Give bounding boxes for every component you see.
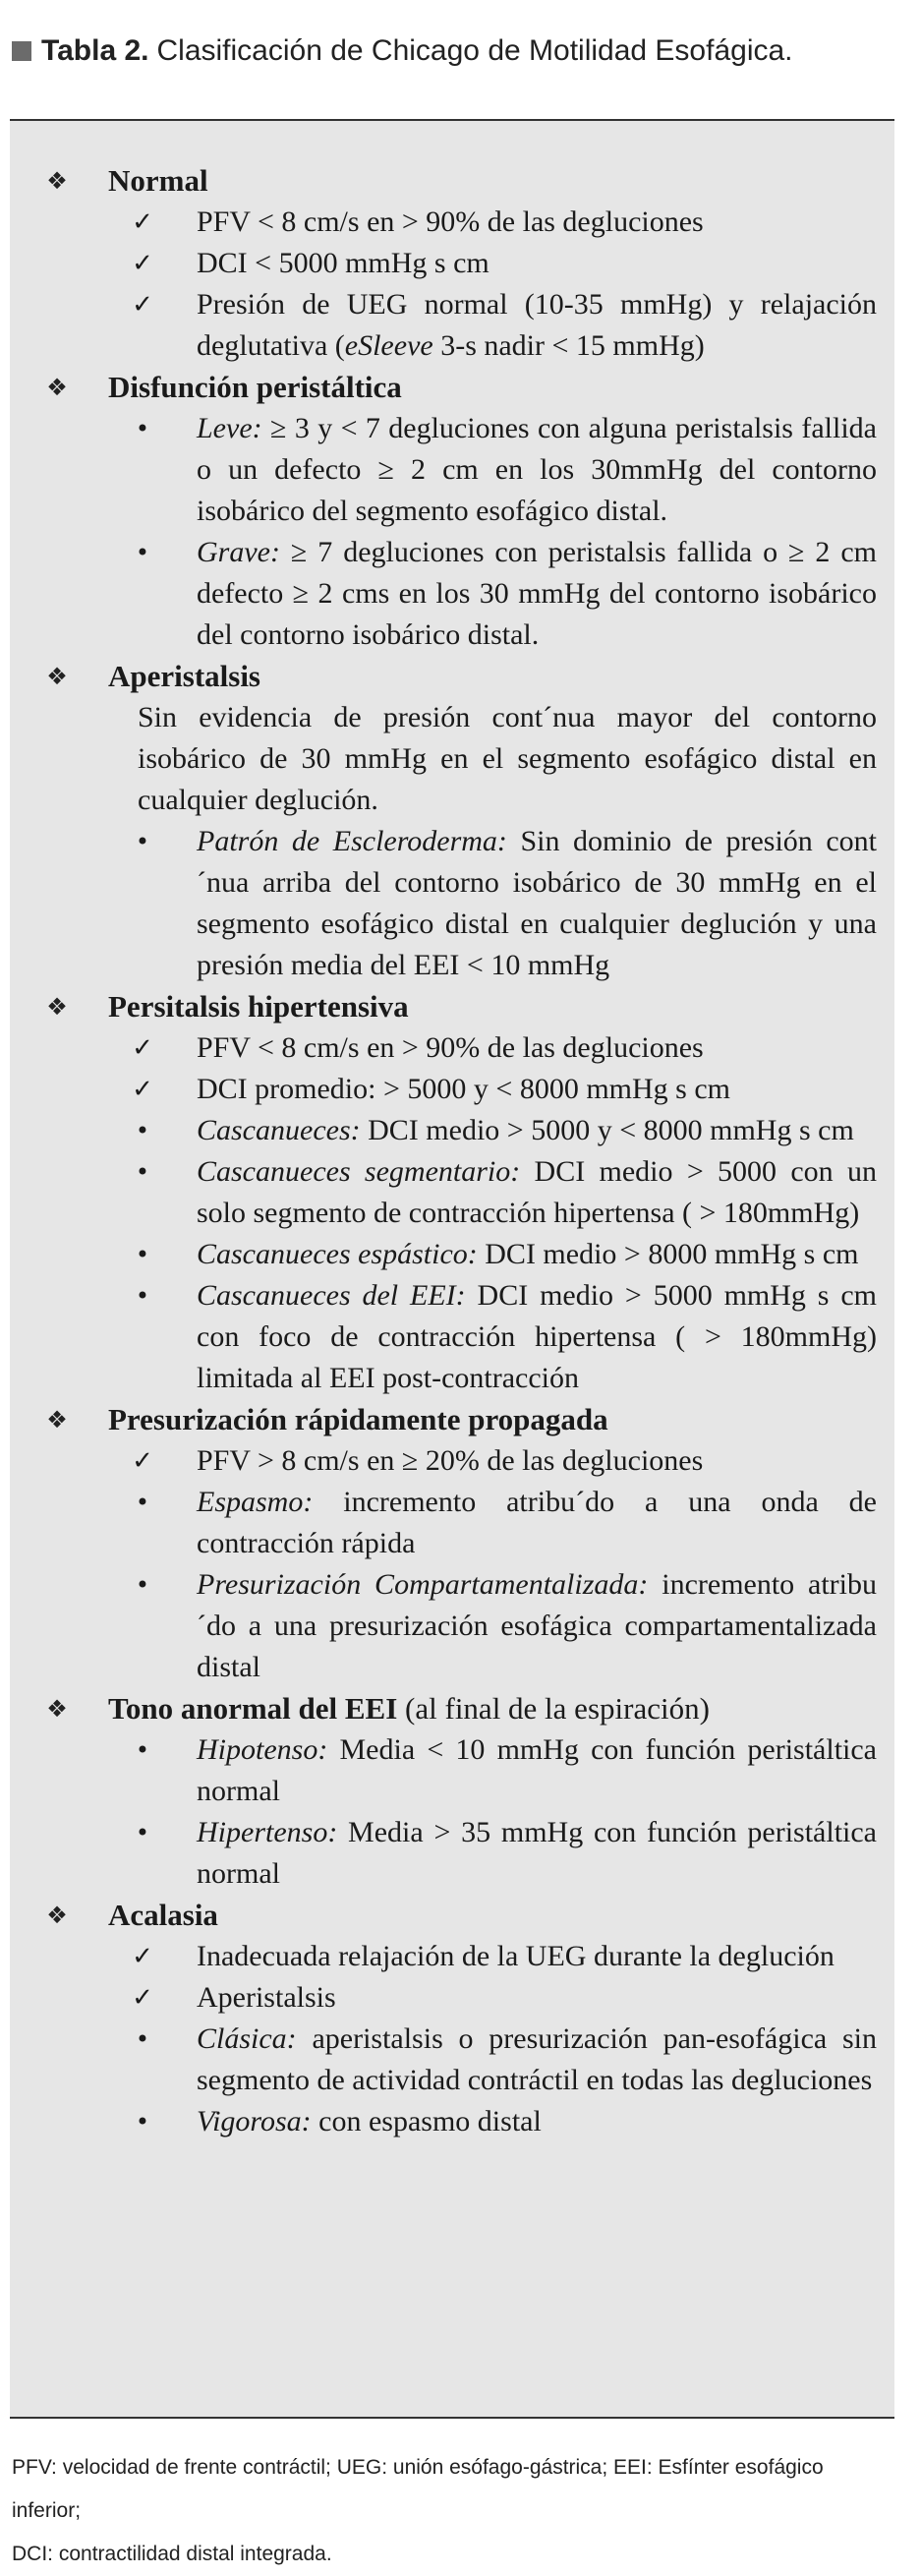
item-text-part: incremento atribu´do a una onda de contracción rápida [197,1486,877,1559]
bullet-icon: • [135,1117,150,1144]
item-text [197,532,877,656]
diamond-bullet-icon: ❖ [46,1695,68,1723]
list-item [10,1564,894,1688]
item-italic-term: Cascanueces del EEI: [197,1279,466,1312]
item-text [197,2101,877,2142]
checkmark-icon: ✓ [132,1446,153,1476]
footnote-line: PFV: velocidad de frente contráctil; UEG: unión esófago-gástrica; EEI: Esfínter esofágico inferior; [12,2456,824,2522]
section-heading-rest: (al final de la espiración) [397,1691,710,1726]
item-text [197,1151,877,1234]
list-item [10,284,894,367]
item-italic-term: eSleeve [344,329,433,362]
item-text [197,1482,877,1564]
list-item [10,1110,894,1151]
item-text-part: 3-s nadir < 15 mmHg) [432,329,705,362]
bullet-icon: • [135,1736,150,1764]
item-text [197,821,877,986]
bullet-icon: • [135,2108,150,2136]
item-text: Aperistalsis [197,1981,336,2014]
bullet-icon: • [135,1819,150,1846]
item-text [197,284,877,367]
item-italic-term: Grave: [197,536,280,568]
diamond-bullet-icon: ❖ [46,1902,68,1929]
item-text-part: Media < 10 mmHg con función peristáltica normal [197,1733,877,1807]
item-text-part: aperistalsis o presurización pan-esofágica sin segmento de actividad contráctil en todas las degluciones [197,2022,877,2096]
section-heading: Disfunción peristáltica [108,370,402,404]
item-text: PFV < 8 cm/s en > 90% de las degluciones [197,205,704,238]
item-italic-term: Espasmo: [197,1486,314,1518]
item-italic-term: Cascanueces segmentario: [197,1155,521,1188]
bullet-icon: • [135,1241,150,1268]
diamond-bullet-icon: ❖ [46,374,68,401]
list-item [10,1234,894,1275]
item-text-part: DCI medio > 5000 y < 8000 mmHg s cm [360,1114,854,1146]
item-text [197,408,877,532]
item-text-part: incremento atribu´do a una presurización esofágica compartamentalizada distal [197,1568,877,1683]
item-text-part: Media > 35 mmHg con función peristáltica normal [197,1816,877,1890]
list-item [10,1936,894,1977]
bullet-icon: • [135,415,150,442]
section-heading [108,1688,710,1729]
section-paragraph: Sin evidencia de presión cont´nua mayor del contorno isobárico de 30 mmHg en el segmento esofágico distal en cualquier deglución. [138,701,877,816]
section-hipertensiva [10,986,894,1027]
section-heading: Normal [108,163,208,198]
item-italic-term: Cascanueces: [197,1114,361,1146]
bullet-icon: • [135,2025,150,2053]
section-heading: Presurización rápidamente propagada [108,1402,608,1436]
section-heading-bold: Tono anormal del EEI [108,1691,398,1726]
checkmark-icon: ✓ [132,1983,153,2013]
item-text-part: Sin dominio de presión cont´nua arriba del contorno isobárico de 30 mmHg en el segmento esofágico distal en cualquier deglución y una presión media del EEI < 10 mmHg [197,825,877,981]
list-item [10,1812,894,1895]
list-item [10,1151,894,1234]
section-normal [10,160,894,202]
section-heading: Aperistalsis [108,659,260,693]
item-text-part: DCI medio > 5000 con un solo segmento de contracción hipertensa ( > 180mmHg) [197,1155,877,1229]
bullet-icon: • [135,828,150,855]
bullet-icon: • [135,539,150,566]
list-item [10,1729,894,1812]
bullet-icon: • [135,1158,150,1186]
item-text: DCI < 5000 mmHg s cm [197,247,489,279]
bullet-icon: • [135,1571,150,1599]
item-text [197,1564,877,1688]
table-caption [12,29,793,73]
checkmark-icon: ✓ [132,1075,153,1104]
caption-square-icon [12,41,31,61]
item-text: PFV > 8 cm/s en ≥ 20% de las degluciones [197,1444,704,1477]
table-title: Clasificación de Chicago de Motilidad Esofágica. [156,34,793,67]
item-text-part: ≥ 7 degluciones con peristalsis fallida o ≥ 2 cm defecto ≥ 2 cms en los 30 mmHg del contorno isobárico del contorno isobárico distal. [197,536,877,651]
item-text: DCI promedio: > 5000 y < 8000 mmHg s cm [197,1073,730,1105]
checkmark-icon: ✓ [132,249,153,278]
list-item [10,243,894,284]
item-italic-term: Presurización Compartamentalizada: [197,1568,649,1601]
table-content [10,160,894,2142]
list-item [10,1069,894,1110]
checkmark-icon: ✓ [132,290,153,320]
list-item [10,1440,894,1482]
item-italic-term: Hipotenso: [197,1733,328,1766]
section-heading: Persitalsis hipertensiva [108,989,409,1024]
table-footnote [12,2446,896,2576]
list-item [10,408,894,532]
list-item [10,1275,894,1399]
item-italic-term: Hipertenso: [197,1816,338,1848]
list-item [10,2019,894,2101]
section-aperistalsis [10,656,894,697]
item-text [197,1812,877,1895]
item-text: PFV < 8 cm/s en > 90% de las degluciones [197,1031,704,1064]
item-text [197,1110,877,1151]
classification-table [10,119,894,2419]
item-text-part: con espasmo distal [311,2105,542,2137]
list-item [10,821,894,986]
item-text [197,2019,877,2101]
diamond-bullet-icon: ❖ [46,993,68,1021]
item-text: Inadecuada relajación de la UEG durante la deglución [197,1940,835,1972]
list-item [10,532,894,656]
section-heading: Acalasia [108,1898,218,1932]
table-label: Tabla 2. [41,34,149,67]
item-text-part: ≥ 3 y < 7 degluciones con alguna peristalsis fallida o un defecto ≥ 2 cm en los 30mmHg del contorno isobárico del segmento esofágico distal. [197,412,877,527]
item-italic-term: Patrón de Escleroderma: [197,825,507,857]
list-item [10,1482,894,1564]
list-item [10,2101,894,2142]
checkmark-icon: ✓ [132,1942,153,1971]
item-italic-term: Leve: [197,412,262,444]
section-tono [10,1688,894,1729]
section-acalasia [10,1895,894,1936]
item-text-part: DCI medio > 8000 mmHg s cm [477,1238,859,1270]
diamond-bullet-icon: ❖ [46,663,68,690]
item-text [197,1275,877,1399]
section-presurizacion [10,1399,894,1440]
diamond-bullet-icon: ❖ [46,167,68,195]
diamond-bullet-icon: ❖ [46,1406,68,1434]
footnote-line: DCI: contractilidad distal integrada. [12,2543,332,2565]
item-text [197,1729,877,1812]
item-italic-term: Clásica: [197,2022,297,2055]
item-text-part: DCI medio > 5000 mmHg s cm con foco de contracción hipertensa ( > 180mmHg) limitada al EEI post-contracción [197,1279,877,1394]
checkmark-icon: ✓ [132,1033,153,1063]
checkmark-icon: ✓ [132,207,153,237]
list-item [10,202,894,243]
section-disfuncion [10,367,894,408]
list-item [10,1027,894,1069]
list-item [10,1977,894,2019]
bullet-icon: • [135,1489,150,1516]
item-italic-term: Cascanueces espástico: [197,1238,478,1270]
item-italic-term: Vigorosa: [197,2105,312,2137]
item-text [197,1234,877,1275]
item-text-part: Presión de UEG normal (10-35 mmHg) y relajación deglutativa ( [197,288,877,362]
bullet-icon: • [135,1282,150,1310]
